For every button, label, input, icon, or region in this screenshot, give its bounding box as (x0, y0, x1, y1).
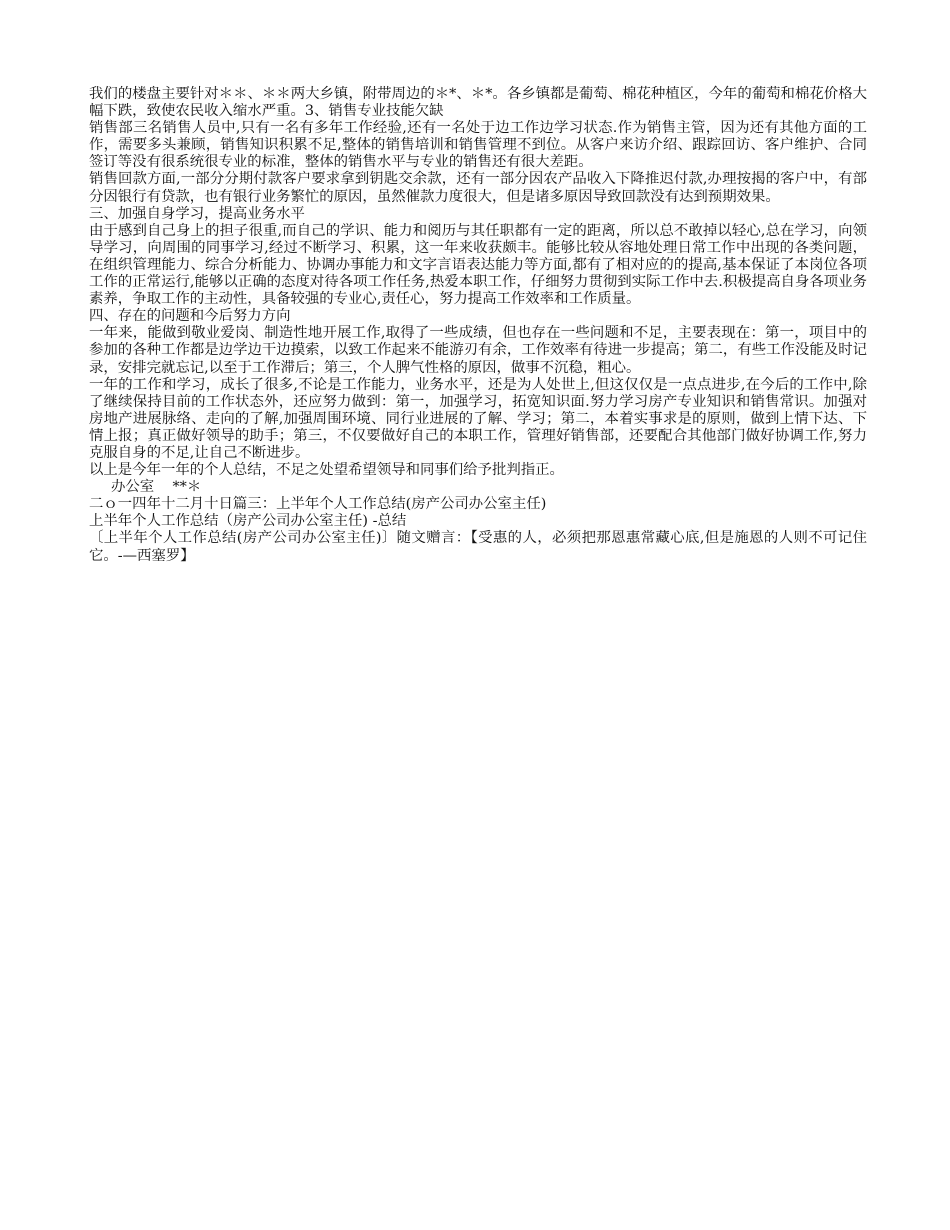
heading-problems: 四、存在的问题和今后努力方向 (89, 308, 291, 325)
para-quote: 〔上半年个人工作总结(房产公司办公室主任)〕随文赠言：【受惠的人，必须把那恩惠常藏心底,但是施恩的人则不可记住它。-—西塞罗】 (89, 530, 867, 564)
para-date-title: 二ｏ一四年十二月十日篇三：上半年个人工作总结(房产公司办公室主任) (89, 496, 547, 513)
para-problems: 一年来，能做到敬业爱岗、制造性地开展工作,取得了一些成绩，但也存在一些问题和不足，主要表现在：第一，项目中的参加的各种工作都是边学边干边摸索，以致工作起来不能游刃有余，工作效率有待进一步提高；第二，有些工作没能及时记录，安排完就忘记,以至于工作滞后；第三，个人脾气性格的原因，做事不沉稳，粗心。 (89, 325, 867, 376)
para-subtitle: 上半年个人工作总结（房产公司办公室主任) -总结 (89, 513, 407, 530)
para-sales-staff: 销售部三名销售人员中,只有一名有多年工作经验,还有一名处于边工作边学习状态.作为销售主管，因为还有其他方面的工作，需要多头兼顾，销售知识积累不足,整体的销售培训和销售管理不到位。从客户来访介绍、跟踪回访、客户维护、合同签订等没有很系统很专业的标准，整体的销售水平与专业的销售还有很大差距。 (89, 120, 867, 171)
para-township-market: 我们的楼盘主要针对＊＊、＊＊两大乡镇，附带周边的＊*、＊*。各乡镇都是葡萄、棉花种植区，今年的葡萄和棉花价格大幅下跌，致使农民收入缩水严重。3、销售专业技能欠缺 (89, 86, 867, 120)
document-page (89, 86, 867, 565)
para-closing: 以上是今年一年的个人总结，不足之处望希望领导和同事们给予批判指正。 (89, 462, 564, 479)
para-payment-collection: 销售回款方面,一部分分期付款客户要求拿到钥匙交余款，还有一部分因农产品收入下降推迟付款,办理按揭的客户中，有部分因银行有贷款，也有银行业务繁忙的原因，虽然催款力度很大，但是诸多原因导致回款没有达到预期效果。 (89, 171, 867, 205)
heading-self-study: 三、加强自身学习，提高业务水平 (89, 205, 305, 222)
para-improvement: 一年的工作和学习，成长了很多,不论是工作能力，业务水平，还是为人处世上,但这仅仅是一点点进步,在今后的工作中,除了继续保持目前的工作状态外，还应努力做到：第一，加强学习，拓宽知识面.努力学习房产专业知识和销售常识。加强对房地产进展脉络、走向的了解,加强周围环境、同行业进展的了解、学习；第二，本着实事求是的原则，做到上情下达、下情上报；真正做好领导的助手；第三，不仅要做好自己的本职工作，管理好销售部，还要配合其他部门做好协调工作,努力克服自身的不足,让自己不断进步。 (89, 376, 867, 461)
para-self-study: 由于感到自己身上的担子很重,而自己的学识、能力和阅历与其任职都有一定的距离，所以总不敢掉以轻心,总在学习，向领导学习，向周围的同事学习,经过不断学习、积累，这一年来收获颇丰。能够比较从容地处理日常工作中出现的各类问题，在组织管理能力、综合分析能力、协调办事能力和文字言语表达能力等方面,都有了相对应的的提高,基本保证了本岗位各项工作的正常运行,能够以正确的态度对待各项工作任务,热爱本职工作，仔细努力贯彻到实际工作中去.积极提高自身各项业务素养，争取工作的主动性，具备较强的专业心,责任心，努力提高工作效率和工作质量。 (89, 222, 867, 308)
signature-line: 办公室 **＊ (111, 479, 202, 496)
